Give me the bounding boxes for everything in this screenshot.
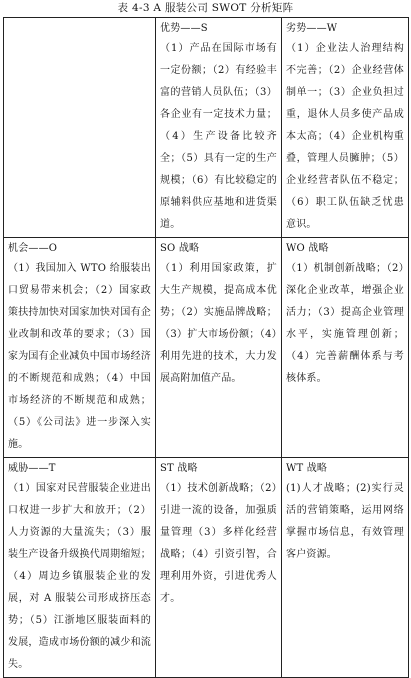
so-strategy-body: （1）利用国家政策，扩大生产规模，提高成本优势；（2）实施品牌战略；（3）扩大市场份额；（4）利用先进的技术，大力发展高附加值产品。 [160, 263, 277, 384]
wo-strategy-title: WO 战略 [286, 243, 329, 254]
weaknesses-body: （1）企业法人治理结构不完善；（2）企业经营体制单一；（3）企业负担过重，退休人员多使产品成本太高；（4）企业机构重叠，管理人员臃肿；（5）企业经营者队伍不稳定；（6）职工队伍缺乏忧患意识。 [286, 43, 404, 230]
opportunities-body: （1）我国加入 WTO 给服装出口贸易带来机会；（2）国家政策扶持加快对国家加快对国有企业改制和改革的要求；（3）国家为国有企业减负中国市场经济的不断规范和成熟；（4）中国市场经济的不断规范和成熟；（5）《公司法》进一步深入实施。 [8, 263, 151, 450]
so-strategy-title: SO 战略 [160, 243, 200, 254]
strengths-body: （1）产品在国际市场有一定份额；（2）有经验丰富的营销人员队伍；（3）各企业有一定技术力量；（4）生产设备比较齐全；（5）具有一定的生产规模；（6）有比较稳定的原辅料供应基地和进货渠道。 [160, 43, 277, 230]
empty-corner-cell [4, 18, 156, 238]
wt-strategy-title: WT 战略 [286, 463, 328, 474]
table-caption: 表 4-3 A 服装公司 SWOT 分析矩阵 [117, 2, 294, 14]
swot-matrix-table [3, 17, 409, 678]
table-row-opportunities [4, 238, 409, 458]
st-strategy-body: （1）技术创新战略；（2）引进一流的设备，加强质量管理（3）多样化经营战略；（4）引资引智，合理利用外资，引进优秀人才。 [160, 483, 277, 604]
st-strategy-title: ST 战略 [160, 463, 198, 474]
table-row-header [4, 18, 409, 238]
wo-strategy-body: （1）机制创新战略；（2）深化企业改革，增强企业活力；（3）提高企业管理水平，实施管理创新；（4）完善薪酬体系与考核体系。 [286, 263, 404, 384]
opportunities-title: 机会——O [8, 243, 58, 254]
threats-cell [4, 458, 156, 678]
opportunities-cell [4, 238, 156, 458]
table-row-threats [4, 458, 409, 678]
wt-strategy-cell [282, 458, 409, 678]
so-strategy-cell [156, 238, 282, 458]
wt-strategy-body: (1)人才战略；(2)实行灵活的营销策略，运用网络掌握市场信息，有效管理客户资源。 [286, 483, 404, 560]
threats-title: 威胁——T [8, 463, 56, 474]
wo-strategy-cell [282, 238, 409, 458]
weaknesses-cell [282, 18, 409, 238]
strengths-title: 优势——S [160, 23, 208, 34]
strengths-cell [156, 18, 282, 238]
st-strategy-cell [156, 458, 282, 678]
threats-body: （1）国家对民营服装企业进出口权进一步扩大和放开；（2）人力资源的大量流失；（3）服装生产设备升级换代周期缩短；（4）周边乡镇服装企业的发展，对 A 服装公司形成挤压态势；（5）江浙地区服装面料的发展，造成市场份额的减少和流失。 [8, 483, 151, 670]
weaknesses-title: 劣势——W [286, 23, 338, 34]
